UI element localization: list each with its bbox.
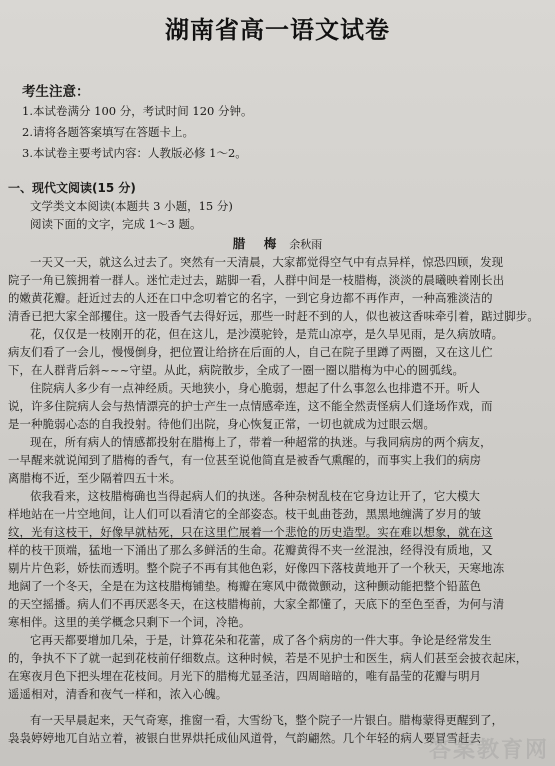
essay-line: 的天空摇播。病人们不再厌恶冬天，在这枝腊梅前，大家全都懂了，天底下的至色至香，为何与清 bbox=[8, 597, 505, 611]
essay-heading bbox=[0, 234, 555, 252]
notice-heading: 考生注意： bbox=[22, 84, 90, 100]
essay-line: 剔片片色彩，娇怯而透明。整个院子不再有其他色彩，好像四下落枝黄地开了一个秋天，天寒地冻 bbox=[8, 561, 505, 575]
section-instruction: 阅读下面的文字，完成 1～3 题。 bbox=[30, 217, 202, 231]
essay-line: 的嫩黄花瓣。赶近过去的人还在口中念叨着它的名字，一到它身边都不再作声，一种高雅淡洁的 bbox=[8, 291, 493, 305]
essay-line: 现在，所有病人的情感都投射在腊梅上了，带着一种超常的执迷。与我同病房的两个病友， bbox=[30, 435, 492, 449]
essay-line: 一天又一天，就这么过去了。突然有一天清晨，大家都觉得空气中有点异样，惊恐四顾，发现 bbox=[30, 255, 504, 269]
essay-line: 下，在人群背后斜~~~守望。从此，病院散步，全成了一圈一圈以腊梅为中心的圆弧线。 bbox=[8, 363, 465, 377]
essay-title: 腊 梅 bbox=[232, 236, 280, 251]
essay-line: 地阔了一个冬天，全是在为这枝腊梅铺垫。梅瓣在寒风中微微颤动，这种颤动能把整个铅蓝色 bbox=[8, 579, 482, 593]
essay-line: 在寒夜月色下把头埋在花枝间。月光下的腊梅尤显圣洁，四周暗暗的，唯有晶莹的花瓣与明月 bbox=[8, 669, 482, 683]
exam-title: 湖南省高一语文试卷 bbox=[165, 16, 390, 44]
essay-line: 是一种脆弱心态的自我投射。待他们出院，身心恢复正常，一切也就成为过眼云烟。 bbox=[8, 417, 436, 431]
essay-author: 余秋雨 bbox=[289, 238, 323, 251]
section-subheading: 文学类文本阅读(本题共 3 小题，15 分) bbox=[30, 199, 233, 213]
essay-line: 有一天早晨起来，天气奇寒，推窗一看，大雪纷飞，整个院子一片银白。腊梅蒙得更醒到了， bbox=[30, 713, 504, 727]
essay-line: 病友们看了一会儿，慢慢倒身，把位置让给挤在后面的人，自己在院子里蹲了两圈，又在这儿伫 bbox=[8, 345, 493, 359]
essay-line: 花，仅仅是一枝刚开的花，但在这儿，是沙漠驼铃，是荒山凉亭，是久旱见雨，是久病放晴。 bbox=[30, 327, 504, 341]
essay-line: 的，争执不下了就一起到花枝前仔细数点。这种时候，若是不见护士和医生，病人们甚至会披衣起床， bbox=[8, 651, 528, 665]
essay-line: 样地站在一片空地间，让人们可以看清它的全部姿态。枝干虬曲苍劲，黑黑地缠满了岁月的皱 bbox=[8, 507, 482, 521]
essay-line-underlined: 纹，光有这枝干，好像早就枯死，只在这里伫展着一个悲怆的历史造型。实在难以想象，就在这 bbox=[8, 525, 493, 539]
essay-line: 依我看来，这枝腊梅确也当得起病人们的执迷。各种杂树乱枝在它身边让开了，它大模大 bbox=[30, 489, 481, 503]
essay-line: 它再天都要增加几朵，于是，计算花朵和花蕾，成了各个病房的一件大事。争论是经常发生 bbox=[30, 633, 492, 647]
notice-item: 3.本试卷主要考试内容：人教版必修 1～2。 bbox=[22, 146, 247, 160]
essay-line: 住院病人多少有一点神经质。天地狭小，身心脆弱，想起了什么事忽么也排遣不开。听人 bbox=[30, 381, 481, 395]
essay-line: 院子一角已簇拥着一群人。迷忙走过去，踮脚一看，人群中间是一枝腊梅，淡淡的晨曦映着刚长出 bbox=[8, 273, 505, 287]
section-heading: 一、现代文阅读(15 分) bbox=[8, 181, 136, 195]
essay-line: 袅袅婷婷地兀自站立着，被银白世界烘托成仙风道骨，气韵翩然。几个年轻的病人要冒雪赶去 bbox=[8, 731, 482, 745]
watermark: 答案教育网 bbox=[428, 738, 549, 763]
notice-item: 1.本试卷满分 100 分，考试时间 120 分钟。 bbox=[22, 104, 253, 118]
essay-line: 一早醒来就说闻到了腊梅的香气，有一位甚至说他简直是被香气熏醒的，而事实上我们的病房 bbox=[8, 453, 482, 467]
essay-line: 寒相伴。这里的美学概念只剩下一个词，冷艳。 bbox=[8, 615, 251, 629]
essay-line: 遥遥相对，清香和夜气一样和，浓入心魄。 bbox=[8, 687, 228, 701]
notice-item: 2.请将各题答案填写在答题卡上。 bbox=[22, 125, 194, 139]
essay-line: 说，许多住院病人会与热情漂亮的护士产生一点情感牵连，这不能全然责怪病人们逢场作戏，而 bbox=[8, 399, 493, 413]
essay-line: 离腊梅不近，至少隔着四五十米。 bbox=[8, 471, 182, 485]
essay-line: 样的枝干顶端，猛地一下涌出了那么多鲜活的生命。花瓣黄得不夹一丝混浊，经得没有质地，又 bbox=[8, 543, 493, 557]
essay-line: 清香已把大家全部攫住。这一股香气去得好远，那些一时赶不到的人，似也被这香味牵引着，踮过脚步。 bbox=[8, 309, 539, 323]
